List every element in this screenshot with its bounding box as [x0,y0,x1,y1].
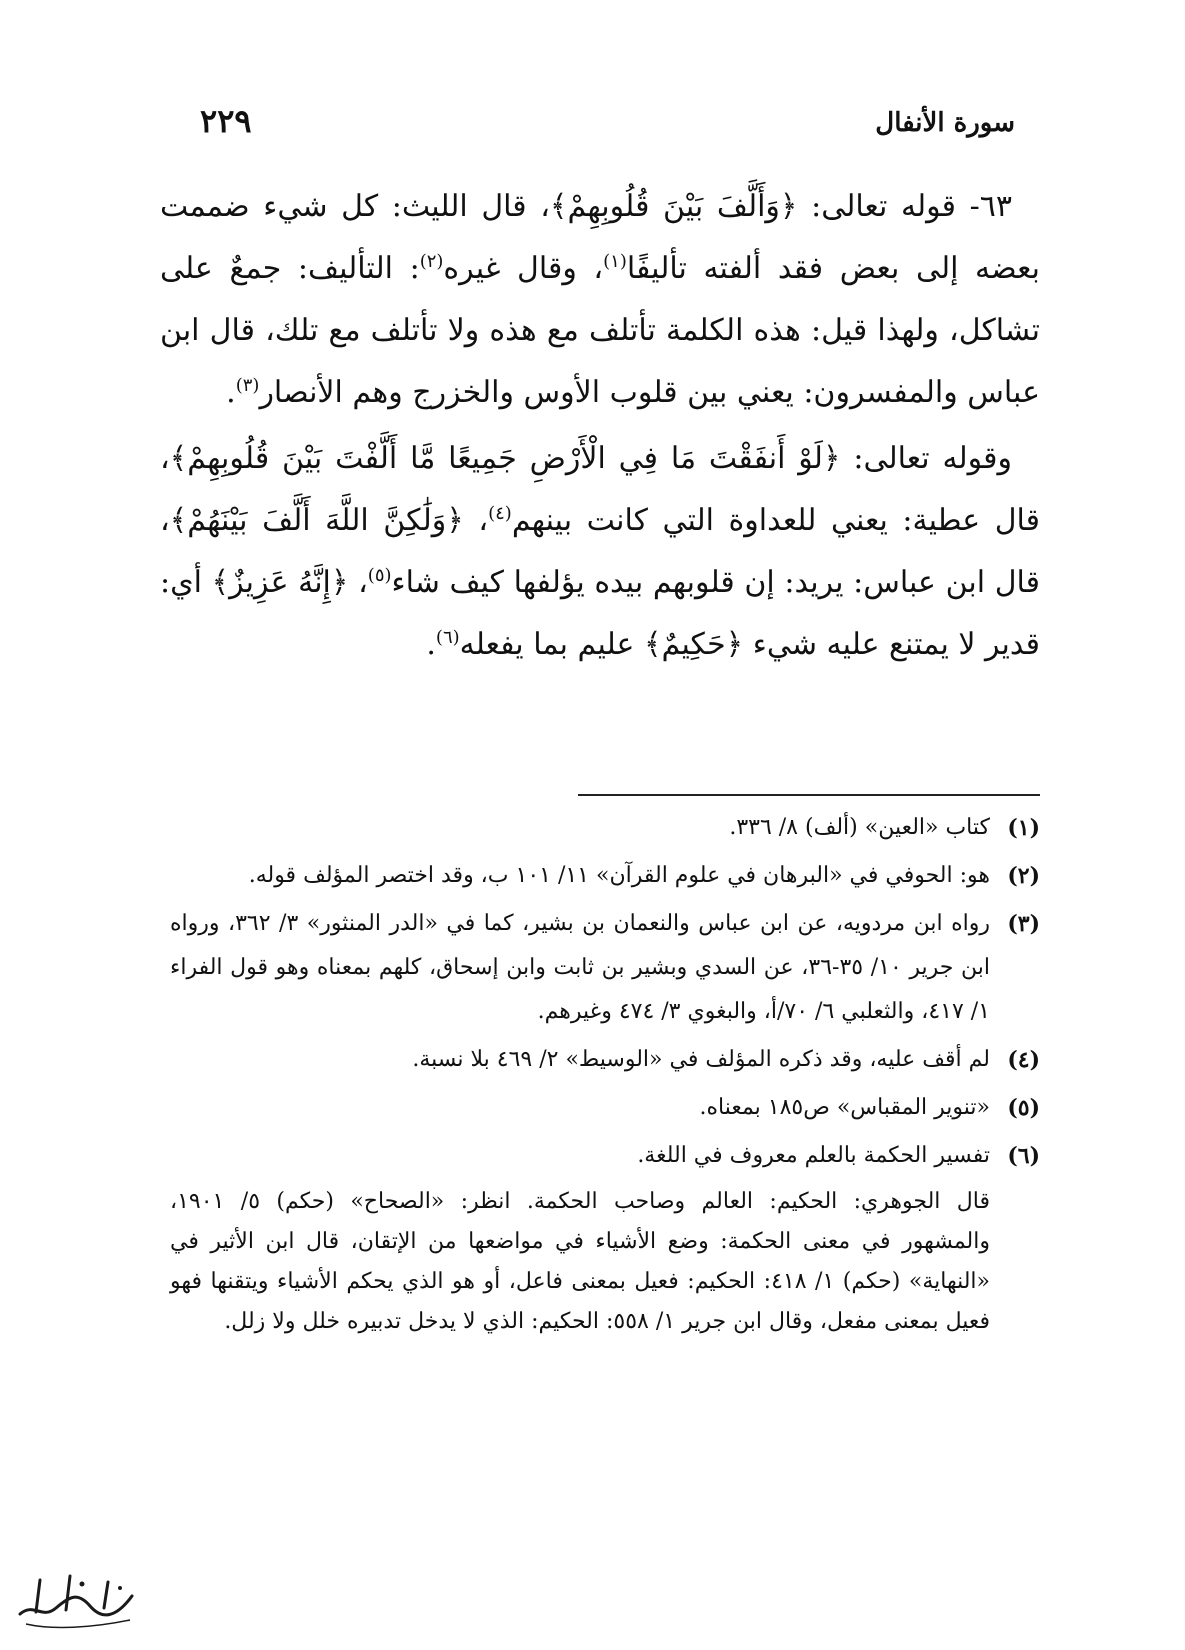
text-span: ، وقال غيره [443,251,604,286]
footnote-item [170,806,1040,850]
text-span: وقوله تعالى: ﴿لَوْ أَنفَقْتَ مَا فِي الْأَرْضِ جَمِيعًا مَّا أَلَّفْتَ بَيْنَ قُلُوبِهِمْ﴾، قال عطية: يعني للعداوة التي كانت بينهم [160,441,1040,538]
footnote-6-continuation: قال الجوهري: الحكيم: العالم وصاحب الحكمة. انظر: «الصحاح» (حكم) ٥/ ١٩٠١، والمشهور في معنى الحكمة: وضع الأشياء في مواضعها من الإتقان، قال ابن الأثير في «النهاية» (حكم) ١/ ٤١٨: الحكيم: فعيل بمعنى فاعل، أو هو الذي يحكم الأشياء ويتقنها فهو فعيل بمعنى مفعل، وقال ابن جرير ١/ ٥٥٨: الحكيم: الذي لا يدخل تدبيره خلل ولا زلل. [170,1189,990,1334]
footnote-ref: (٢) [419,251,444,272]
footnote-text: «تنوير المقباس» ص١٨٥ بمعناه. [699,1095,990,1120]
footnote-text: تفسير الحكمة بالعلم معروف في اللغة. [637,1143,990,1168]
paragraph-verse-63 [160,176,1040,424]
page-header [200,102,1015,150]
text-span: ، ﴿وَلَٰكِنَّ اللَّهَ أَلَّفَ بَيْنَهُمْ﴾، قال ابن عباس: يريد: إن قلوبهم بيده يؤلفها كيف شاء [160,503,1041,600]
footnote-ref: (٣) [235,375,260,396]
page-number: ٢٢٩ [200,102,252,140]
footnote-item [170,902,1040,1034]
logo-dot [80,1582,85,1587]
logo-stroke [36,1576,108,1612]
footnote-item [170,1038,1040,1082]
footnote-text: لم أقف عليه، وقد ذكره المؤلف في «الوسيط» ٢/ ٤٦٩ بلا نسبة. [412,1047,990,1072]
footnote-number: (٢) [1007,863,1040,889]
footnote-ref: (٦) [435,627,460,648]
text-span: ٦٣- قوله تعالى: ﴿وَأَلَّفَ بَيْنَ قُلُوبِهِمْ﴾، قال الليث: كل شيء ضممت بعضه إلى بعض فقد ألفته تأليفًا [160,189,1040,286]
calligraphy-watermark-logo [12,1562,144,1632]
footnote-number: (٦) [1007,1143,1040,1169]
footnote-item [170,1086,1040,1130]
text-span: . [226,375,236,410]
footnote-divider [578,794,1040,796]
footnote-ref: (٥) [367,565,392,586]
footnote-text: هو: الحوفي في «البرهان في علوم القرآن» ١١/ ١٠١ ب، وقد اختصر المؤلف قوله. [248,863,990,888]
text-span: . [426,627,436,662]
text-span: : التأليف: جمعٌ على تشاكل، ولهذا قيل: هذه الكلمة تأتلف مع هذه ولا تأتلف مع تلك، قال ابن عباس والمفسرون: يعني بين قلوب الأوس والخزرج وهم الأنصار [160,251,1040,410]
running-title: سورة الأنفال [875,108,1015,138]
footnote-ref: (٤) [488,503,512,524]
footnote-number: (٥) [1007,1095,1040,1121]
footnote-item [170,1134,1040,1178]
paragraph-continuation [160,428,1040,676]
footnote-number: (٤) [1007,1047,1040,1073]
footnote-number: (٣) [1007,911,1040,937]
footnote-item [170,854,1040,898]
main-text [160,176,1040,676]
footnote-number: (١) [1007,815,1040,841]
logo-stroke [26,1620,130,1627]
footnote-text: كتاب «العين» (ألف) ٨/ ٣٣٦. [729,815,990,840]
footnote-text: رواه ابن مردويه، عن ابن عباس والنعمان بن بشير، كما في «الدر المنثور» ٣/ ٣٦٢، ورواه ابن جرير ١٠/ ٣٥-٣٦، عن السدي وبشير بن ثابت وابن إسحاق، كلهم بمعناه وهو قول الفراء ١/ ٤١٧، والثعلبي ٦/ ٧٠/أ، والبغوي ٣/ ٤٧٤ وغيرهم. [170,911,991,1024]
logo-dot [118,1586,122,1590]
text-span: ، ﴿إِنَّهُ عَزِيزٌ﴾ أي: قدير لا يمتنع عليه شيء ﴿حَكِيمٌ﴾ عليم بما يفعله [160,565,1040,662]
footnotes [170,806,1040,1342]
footnote-ref: (١) [603,251,627,272]
